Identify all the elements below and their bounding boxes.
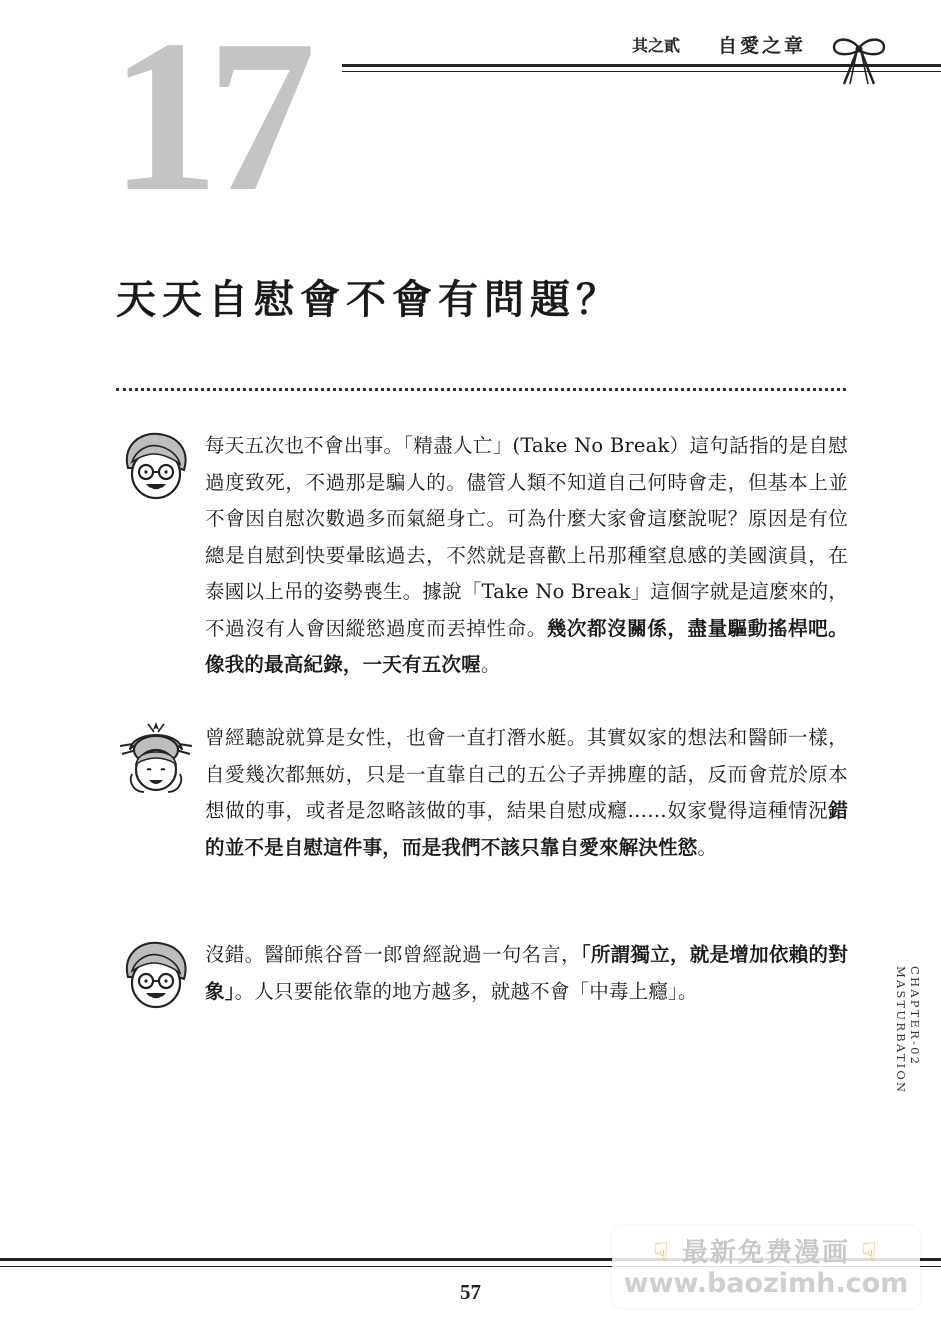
emphasis-segment: 幾次都沒關係，盡量驅動搖桿吧。像我的最高紀錄，一天有五次喔	[205, 616, 848, 676]
dialog-3	[118, 937, 848, 1017]
geisha-avatar-icon	[118, 720, 194, 796]
pointing-hand-icon: ☟	[861, 1238, 879, 1268]
pointing-hand-icon: ☟	[653, 1238, 671, 1268]
chapter-side-label: CHAPTER-02 MASTURBATION	[894, 966, 922, 1095]
doctor-avatar-icon	[118, 428, 194, 504]
section-label: 其之貳	[632, 36, 681, 55]
doctor-avatar-icon	[118, 937, 194, 1013]
page-title: 天天自慰會不會有問題？	[116, 277, 622, 323]
emphasis-segment: 「所謂獨立，就是增加依賴的對象」	[205, 943, 848, 1003]
watermark-url[interactable]: www.baozimh.com	[623, 1268, 909, 1299]
chapter-number: 17	[110, 0, 304, 237]
text-segment: 。人只要能依靠的地方越多，就越不會「中毒上癮」。	[234, 979, 698, 1003]
watermark-line-1	[612, 1232, 920, 1269]
text-segment: 。	[480, 653, 501, 676]
dialog-1	[118, 428, 848, 688]
dotted-divider	[116, 388, 846, 391]
dialog-2	[118, 720, 848, 900]
text-segment: 沒錯。醫師熊谷晉一郎曾經說過一句名言，	[205, 943, 581, 966]
dialog-text	[205, 937, 848, 1010]
watermark[interactable]	[612, 1226, 920, 1308]
watermark-text: 最新免费漫画	[681, 1238, 850, 1268]
ribbon-bow-icon	[828, 34, 890, 90]
text-segment: 。	[697, 835, 718, 859]
emphasis-segment: 錯的並不是自慰這件事，而是我們不該只靠自愛來解決性慾	[205, 799, 848, 859]
section-title: 自愛之章	[718, 35, 807, 57]
text-segment: 曾經聽說就算是女性，也會一直打潛水艇。其實奴家的想法和醫師一樣，自愛幾次都無妨，只是一直靠自己的五公子弄拂塵的話，反而會荒於原本想做的事，或者是忽略該做的事，結果自慰成癮……奴家覺得這種情況	[205, 726, 848, 822]
page-number: 57	[460, 1280, 481, 1304]
dialog-text	[205, 428, 848, 684]
dialog-text	[205, 720, 848, 866]
text-segment: 每天五次也不會出事。「精盡人亡」(Take No Break）這句話指的是自慰過度致死，不過那是騙人的。儘管人類不知道自己何時會走，但基本上並不會因自慰次數過多而氣絕身亡。可為什麼大家會這麼說呢？原因是有位總是自慰到快要暈眩過去，不然就是喜歡上吊那種窒息感的美國演員，在泰國以上吊的姿勢喪生。據說「Take No Break」這個字就是這麼來的，不過沒有人會因縱慾過度而丟掉性命。	[205, 434, 848, 640]
